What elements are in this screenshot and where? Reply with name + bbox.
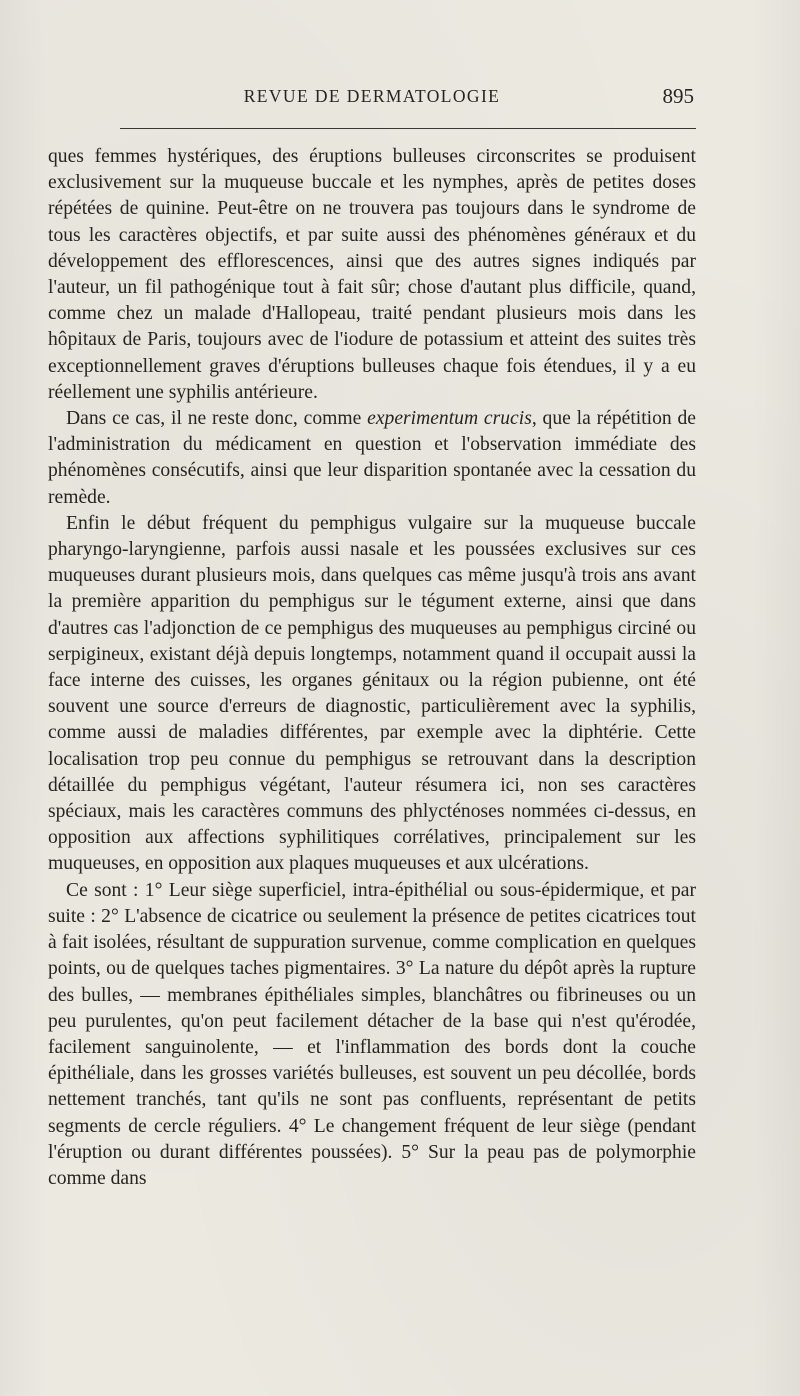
latin-phrase: experimentum crucis [367,408,532,430]
paragraph-experimentum [48,406,696,511]
running-title: REVUE DE DERMATOLOGIE [243,86,501,106]
paragraph-text: Dans ce cas, il ne reste donc, comme [66,408,368,430]
header-rule [120,128,696,129]
body-text [48,144,696,1192]
paragraph-pemphigus: Enfin le début fréquent du pemphigus vulgaire sur la muqueuse buccale pharyngo-laryngienne, parfois aussi nasale et les poussées exclusives sur ces muqueuses durant plusieurs mois, dans quelques cas même jusqu'à trois ans avant la première apparition du pemphigus sur le tégument externe, ainsi que dans d'autres cas l'adjonction de ce pemphigus des muqueuses au pemphigus circiné ou serpigineux, existant déjà depuis longtemps, notamment quand il occupait aussi la face interne des cuisses, les organes génitaux ou la région pubienne, ont été souvent une source d'erreurs de diagnostic, particulièrement avec la syphilis, comme aussi de maladies différentes, par exemple avec la diphtérie. Cette localisation trop peu connue du pemphigus se retrouvant dans la description détaillée du pemphigus végétant, l'auteur résumera ici, non ses caractères spéciaux, mais les caractères communs des phlycténoses nommées ci-dessus, en opposition aux affections syphilitiques corrélatives, principalement sur les muqueuses, en opposition aux plaques muqueuses et aux ulcérations. [48,512,696,875]
page-number: 895 [662,84,694,108]
paragraph-characteristics: Ce sont : 1° Leur siège superficiel, intra-épithélial ou sous-épidermique, et par suite : 2° L'absence de cicatrice ou seulement la présence de petites cicatrices tout à fait isolées, résultant de suppuration survenue, comme complication en quelques points, ou de quelques taches pigmentaires. 3° La nature du dépôt après la rupture des bulles, — membranes épithéliales simples, blanchâtres ou fibrineuses ou un peu purulentes, qu'on peut facilement détacher de la base qui n'est qu'érodée, facilement sanguinolente, — et l'inflammation des bords dont la couche épithéliale, dans les grosses variétés bulleuses, est souvent un peu décollée, bords nettement tranchés, tant qu'ils ne sont pas confluents, représentant de petits segments de cercle réguliers. 4° Le changement fréquent de leur siège (pendant l'éruption ou durant différentes poussées). 5° Sur la peau pas de polymorphie comme dans [48,879,696,1189]
page [48,82,696,1189]
paragraph-text: , que la répétition de l'administration du médicament en question et l'observation immédiate des phénomènes consécutifs, ainsi que leur disparition spontanée avec la cessation du remède. [48,408,696,508]
running-head [48,82,696,118]
paragraph-continued: ques femmes hystériques, des éruptions bulleuses circonscrites se produisent exclusivement sur la muqueuse buccale et les nymphes, après de petites doses répétées de quinine. Peut-être on ne trouvera pas toujours dans le syndrome de tous les caractères objectifs, et par suite aussi des phénomènes généraux et du développement des efflorescences, ainsi que des autres signes indiqués par l'auteur, un fil pathogénique tout à fait sûr; chose d'autant plus difficile, quand, comme chez un malade d'Hallopeau, traité pendant plusieurs mois dans les hôpitaux de Paris, toujours avec de l'iodure de potassium et atteint des suites très exceptionnellement graves d'éruptions bulleuses chaque fois étendues, il y a eu réellement une syphilis antérieure. [48,146,696,403]
